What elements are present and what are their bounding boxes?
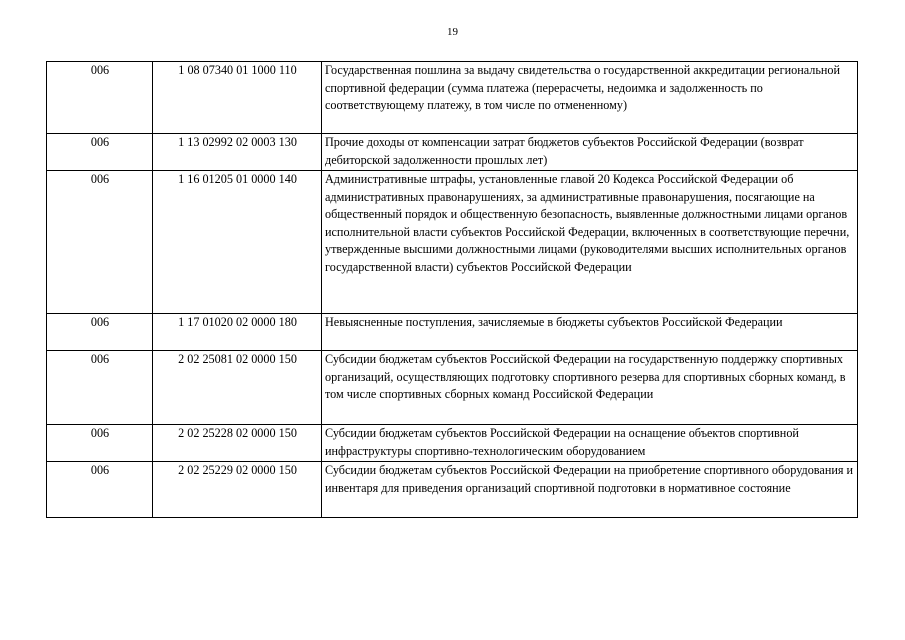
revenue-name-cell: Прочие доходы от компенсации затрат бюджетов субъектов Российской Федерации (возврат дебиторской задолженности прошлых лет): [322, 134, 858, 171]
admin-code-cell: 006: [47, 171, 153, 314]
admin-code-cell: 006: [47, 425, 153, 462]
revenue-name-cell: Субсидии бюджетам субъектов Российской Федерации на государственную поддержку спортивных организаций, осуществляющих подготовку спортивного резерва для спортивных сборных команд, в том числе спортивных сборных команд Российской Федерации: [322, 351, 858, 425]
budget-code-cell: 1 08 07340 01 1000 110: [153, 62, 322, 134]
table-row: [47, 314, 858, 351]
budget-code-cell: 2 02 25229 02 0000 150: [153, 462, 322, 518]
revenue-codes-table: [46, 61, 858, 518]
admin-code-cell: 006: [47, 134, 153, 171]
revenue-name-cell: Государственная пошлина за выдачу свидетельства о государственной аккредитации региональной спортивной федерации (сумма платежа (перерасчеты, недоимка и задолженность по соответствующему платежу, в том числе по отмененному): [322, 62, 858, 134]
budget-code-cell: 2 02 25228 02 0000 150: [153, 425, 322, 462]
revenue-name-cell: Административные штрафы, установленные главой 20 Кодекса Российской Федерации об административных правонарушениях, за административные правонарушения, посягающие на общественный порядок и общественную безопасность, выявленные должностными лицами органов исполнительной власти субъектов Российской Федерации, включенных в соответствующие перечни, утвержденные высшими должностными лицами (руководителями высших исполнительных органов государственной власти) субъектов Российской Федерации: [322, 171, 858, 314]
budget-code-cell: 1 16 01205 01 0000 140: [153, 171, 322, 314]
revenue-name-cell: Субсидии бюджетам субъектов Российской Федерации на приобретение спортивного оборудования и инвентаря для приведения организаций спортивной подготовки в нормативное состояние: [322, 462, 858, 518]
budget-code-cell: 2 02 25081 02 0000 150: [153, 351, 322, 425]
budget-code-cell: 1 17 01020 02 0000 180: [153, 314, 322, 351]
admin-code-cell: 006: [47, 351, 153, 425]
page-number: 19: [447, 26, 458, 38]
table-row: [47, 462, 858, 518]
admin-code-cell: 006: [47, 462, 153, 518]
revenue-name-cell: Субсидии бюджетам субъектов Российской Федерации на оснащение объектов спортивной инфраструктуры спортивно-технологическим оборудованием: [322, 425, 858, 462]
admin-code-cell: 006: [47, 62, 153, 134]
table-row: [47, 62, 858, 134]
revenue-name-cell: Невыясненные поступления, зачисляемые в бюджеты субъектов Российской Федерации: [322, 314, 858, 351]
table-row: [47, 171, 858, 314]
table-row: [47, 425, 858, 462]
admin-code-cell: 006: [47, 314, 153, 351]
budget-code-cell: 1 13 02992 02 0003 130: [153, 134, 322, 171]
table-row: [47, 351, 858, 425]
table-row: [47, 134, 858, 171]
